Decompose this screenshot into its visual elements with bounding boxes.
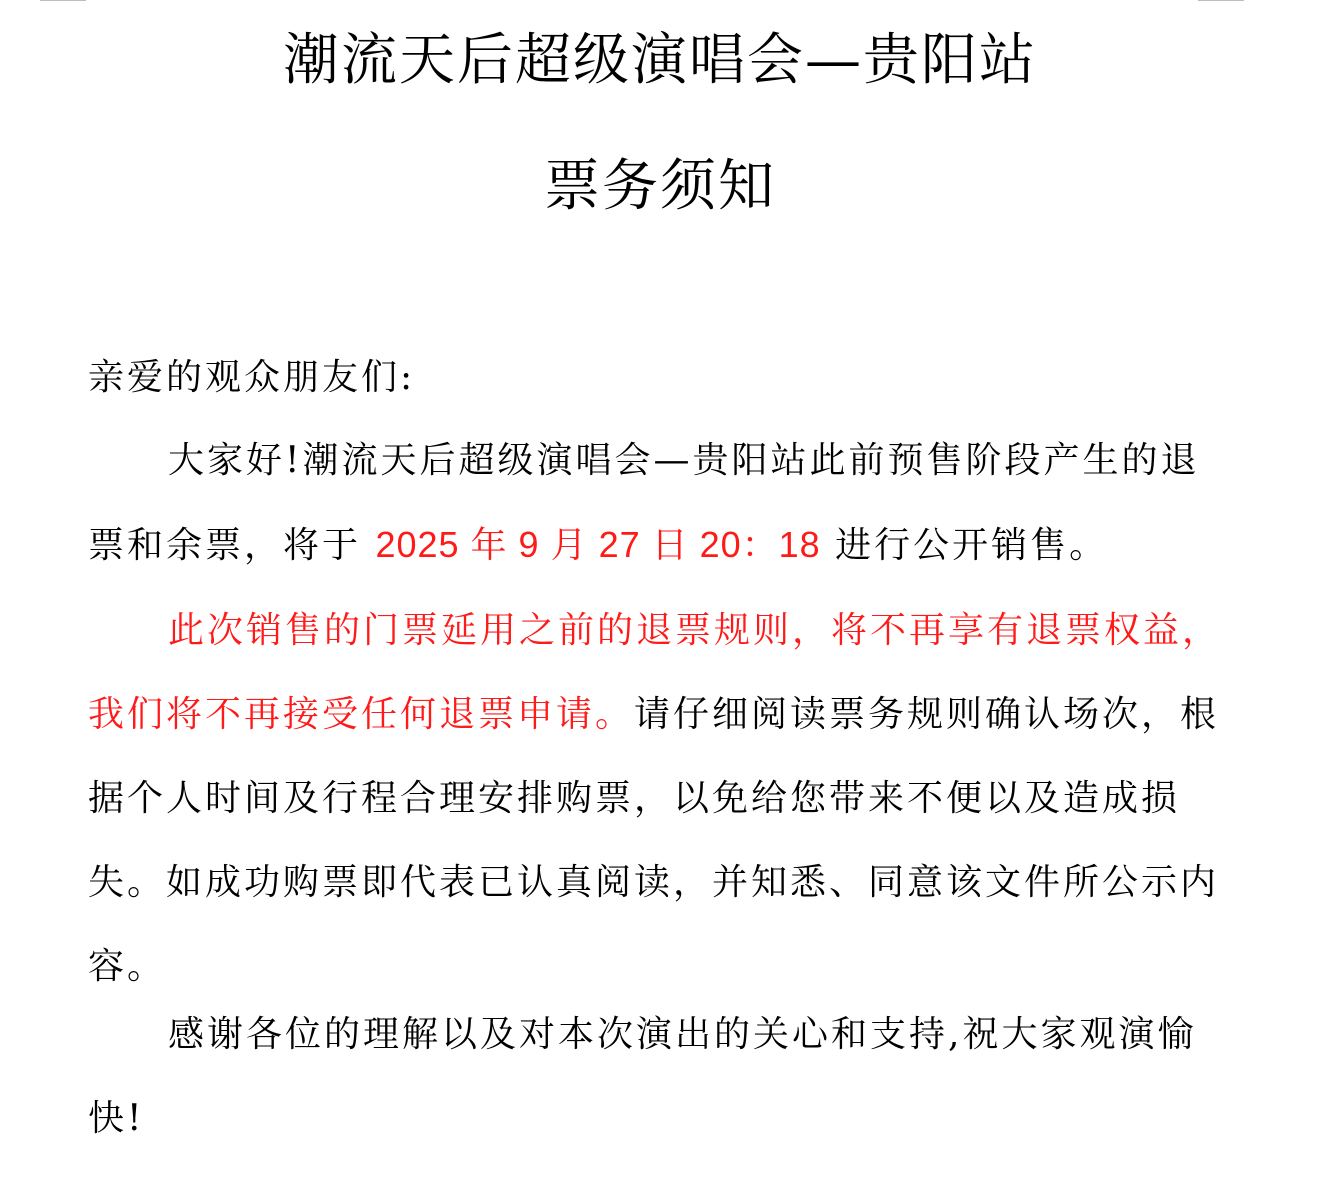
refund-warning: 此次销售的门票延用之前的退票规则，将不再享有退票权益，我们将不再接受任何退票申请。 — [88, 610, 1222, 735]
paragraph-refund-rules — [88, 589, 1228, 1009]
document-subtitle: 票务须知 — [544, 154, 776, 219]
sale-notice-intro: 大家好!潮流天后超级演唱会—贵阳站此前预售阶段产生的退票和余票，将于 — [88, 440, 1200, 566]
paragraph-thanks: 感谢各位的理解以及对本次演出的关心和支持,祝大家观演愉快! — [88, 1014, 1197, 1139]
document-title: 潮流天后超级演唱会—贵阳站 — [283, 28, 1037, 93]
paragraph-sale-notice — [88, 419, 1208, 588]
greeting: 亲爱的观众朋友们: — [88, 357, 416, 398]
page-corner-mark-right — [1198, 0, 1244, 1]
sale-date-time: 2025 年 9 月 27 日 20：18 — [375, 524, 821, 565]
refund-rules-text: 请仔细阅读票务规则确认场次，根据个人时间及行程合理安排购票，以免给您带来不便以及造成损失。如成功购票即代表已认真阅读，并知悉、同意该文件所公示内容。 — [88, 694, 1220, 987]
page-corner-mark-left — [40, 0, 86, 1]
sale-notice-outro: 进行公开销售。 — [820, 525, 1109, 566]
